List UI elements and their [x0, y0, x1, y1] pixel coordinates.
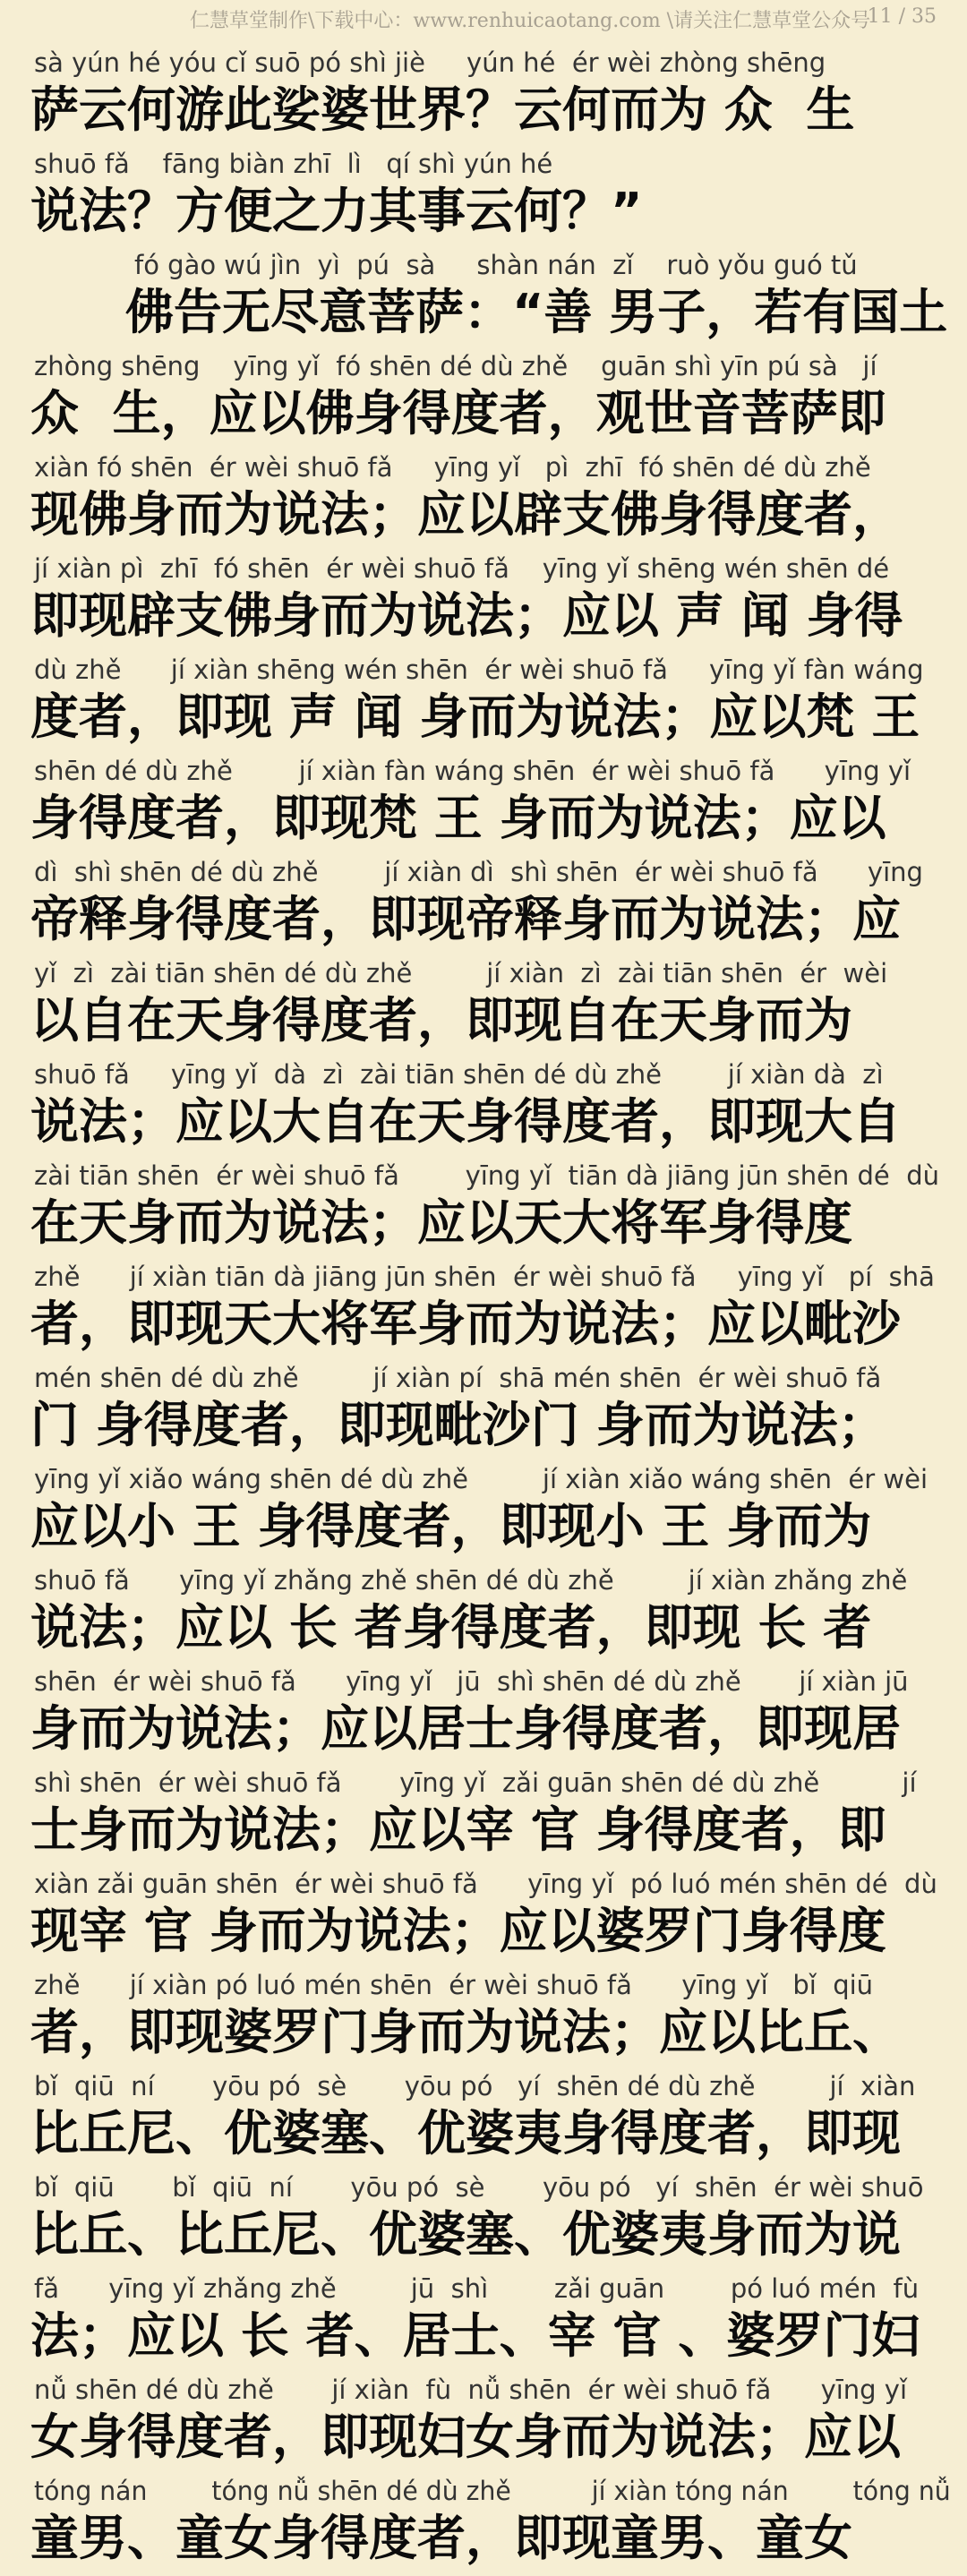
text-line [0, 1767, 967, 1868]
pinyin-row: sà yún hé yóu cǐ suō pó shì jiè yún hé ér wèi zhòng shēng [34, 47, 826, 78]
text-line [0, 2272, 967, 2374]
site-watermark: 仁慧草堂制作\下载中心：www.renhuicaotang.com \请关注仁慧草堂公众号 [190, 10, 871, 32]
text-line [0, 755, 967, 856]
page-number: 11 / 35 [867, 5, 937, 28]
pinyin-row: zhòng shēng yīng yǐ fó shēn dé dù zhě guān shì yīn pú sà jí [34, 351, 877, 381]
hanzi-row: 说法？方便之力其事云何？” [30, 183, 643, 239]
pinyin-row: shuō fǎ yīng yǐ dà zì zài tiān shēn dé dù zhě jí xiàn dà zì [34, 1059, 884, 1090]
text-line [0, 1564, 967, 1665]
hanzi-row: 现佛身而为说法；应以辟支佛身得度者， [30, 486, 901, 543]
hanzi-row: 现宰 官 身而为说法；应以婆罗门身得度 [30, 1903, 886, 1959]
hanzi-row: 童男、童女身得度者，即现童男、童女 [30, 2510, 852, 2566]
hanzi-row: 萨云何游此娑婆世界？云何而为 众 生 [30, 81, 855, 138]
text-line [0, 1261, 967, 1362]
pinyin-row: shēn ér wèi shuō fǎ yīng yǐ jū shì shēn dé dù zhě jí xiàn jū [34, 1666, 909, 1697]
hanzi-row: 士身而为说法；应以宰 官 身得度者，即 [30, 1801, 886, 1858]
text-line [0, 1969, 967, 2070]
text-line [0, 451, 967, 552]
pinyin-row: bǐ qiū bǐ qiū ní yōu pó sè yōu pó yí shēn ér wèi shuō [34, 2172, 924, 2203]
pinyin-row: jí xiàn pì zhī fó shēn ér wèi shuō fǎ yīng yǐ shēng wén shēn dé [34, 553, 890, 584]
hanzi-row: 佛告无尽意菩萨：“善 男子，若有国土 [125, 284, 948, 340]
pinyin-row: shuō fǎ yīng yǐ zhǎng zhě shēn dé dù zhě jí xiàn zhǎng zhě [34, 1565, 908, 1596]
hanzi-row: 度者，即现 声 闻 身而为说法；应以梵 王 [30, 689, 920, 745]
pinyin-row: tóng nán tóng nǚ shēn dé dù zhě jí xiàn tóng nán tóng nǚ [34, 2476, 951, 2506]
text-line [0, 249, 967, 350]
text-line [0, 2171, 967, 2272]
text-line [0, 148, 967, 249]
text-line [0, 1160, 967, 1261]
hanzi-row: 以自在天身得度者，即现自在天身而为 [30, 992, 852, 1048]
pinyin-row: shēn dé dù zhě jí xiàn fàn wáng shēn ér wèi shuō fǎ yīng yǐ [34, 756, 911, 786]
hanzi-row: 应以小 王 身得度者，即现小 王 身而为 [30, 1498, 872, 1554]
hanzi-row: 者，即现婆罗门身而为说法；应以比丘、 [30, 2004, 901, 2060]
text-line [0, 654, 967, 755]
hanzi-row: 在天身而为说法；应以天大将军身得度 [30, 1194, 852, 1251]
text-line [0, 350, 967, 451]
scripture-text [0, 47, 967, 2576]
text-line [0, 2070, 967, 2171]
text-line [0, 856, 967, 957]
hanzi-row: 帝释身得度者，即现帝释身而为说法；应 [30, 891, 901, 947]
text-line [0, 47, 967, 148]
hanzi-row: 说法；应以大自在天身得度者，即现大自 [30, 1093, 901, 1150]
hanzi-row: 比丘尼、优婆塞、优婆夷身得度者，即现 [30, 2105, 901, 2161]
text-line [0, 1665, 967, 1767]
text-line [0, 552, 967, 654]
hanzi-row: 比丘、比丘尼、优婆塞、优婆夷身而为说 [30, 2206, 901, 2263]
pinyin-row: shì shēn ér wèi shuō fǎ yīng yǐ zǎi guān shēn dé dù zhě jí [34, 1767, 917, 1798]
pinyin-row: nǚ shēn dé dù zhě jí xiàn fù nǚ shēn ér wèi shuō fǎ yīng yǐ [34, 2375, 908, 2405]
hanzi-row: 说法；应以 长 者身得度者，即现 长 者 [30, 1599, 872, 1656]
hanzi-row: 者，即现天大将军身而为说法；应以毗沙 [30, 1296, 901, 1352]
hanzi-row: 女身得度者，即现妇女身而为说法；应以 [30, 2409, 901, 2465]
text-line [0, 957, 967, 1058]
pinyin-row: yīng yǐ xiǎo wáng shēn dé dù zhě jí xiàn xiǎo wáng shēn ér wèi [34, 1464, 928, 1494]
pinyin-row: xiàn fó shēn ér wèi shuō fǎ yīng yǐ pì zhī fó shēn dé dù zhě [34, 452, 871, 483]
hanzi-row: 众 生，应以佛身得度者，观世音菩萨即 [30, 385, 886, 441]
pinyin-row: shuō fǎ fāng biàn zhī lì qí shì yún hé [34, 149, 553, 179]
text-line [0, 1463, 967, 1564]
pinyin-row: yǐ zì zài tiān shēn dé dù zhě jí xiàn zì zài tiān shēn ér wèi [34, 958, 888, 988]
text-line [0, 2475, 967, 2576]
pinyin-row: xiàn zǎi guān shēn ér wèi shuō fǎ yīng yǐ pó luó mén shēn dé dù [34, 1869, 937, 1899]
page-header [0, 0, 967, 47]
hanzi-row: 门 身得度者，即现毗沙门 身而为说法； [30, 1397, 886, 1453]
pinyin-row: fó gào wú jìn yì pú sà shàn nán zǐ ruò yǒu guó tǔ [134, 250, 858, 280]
pinyin-row: dù zhě jí xiàn shēng wén shēn ér wèi shuō fǎ yīng yǐ fàn wáng [34, 655, 924, 685]
pinyin-row: zhě jí xiàn pó luó mén shēn ér wèi shuō fǎ yīng yǐ bǐ qiū [34, 1970, 874, 2000]
pinyin-row: mén shēn dé dù zhě jí xiàn pí shā mén shēn ér wèi shuō fǎ [34, 1363, 882, 1393]
text-line [0, 1362, 967, 1463]
text-line [0, 1868, 967, 1969]
text-line [0, 2374, 967, 2475]
hanzi-row: 即现辟支佛身而为说法；应以 声 闻 身得 [30, 587, 903, 644]
pinyin-row: zhě jí xiàn tiān dà jiāng jūn shēn ér wèi shuō fǎ yīng yǐ pí shā [34, 1262, 935, 1292]
hanzi-row: 身得度者，即现梵 王 身而为说法；应以 [30, 790, 886, 846]
pinyin-row: fǎ yīng yǐ zhǎng zhě jū shì zǎi guān pó luó mén fù [34, 2273, 920, 2304]
pinyin-row: bǐ qiū ní yōu pó sè yōu pó yí shēn dé dù zhě jí xiàn [34, 2071, 916, 2101]
pinyin-row: dì shì shēn dé dù zhě jí xiàn dì shì shēn ér wèi shuō fǎ yīng [34, 857, 923, 887]
text-line [0, 1058, 967, 1160]
hanzi-row: 身而为说法；应以居士身得度者，即现居 [30, 1700, 901, 1757]
hanzi-row: 法；应以 长 者、居士、宰 官 、婆罗门妇 [30, 2307, 920, 2364]
pinyin-row: zài tiān shēn ér wèi shuō fǎ yīng yǐ tiān dà jiāng jūn shēn dé dù [34, 1160, 939, 1191]
